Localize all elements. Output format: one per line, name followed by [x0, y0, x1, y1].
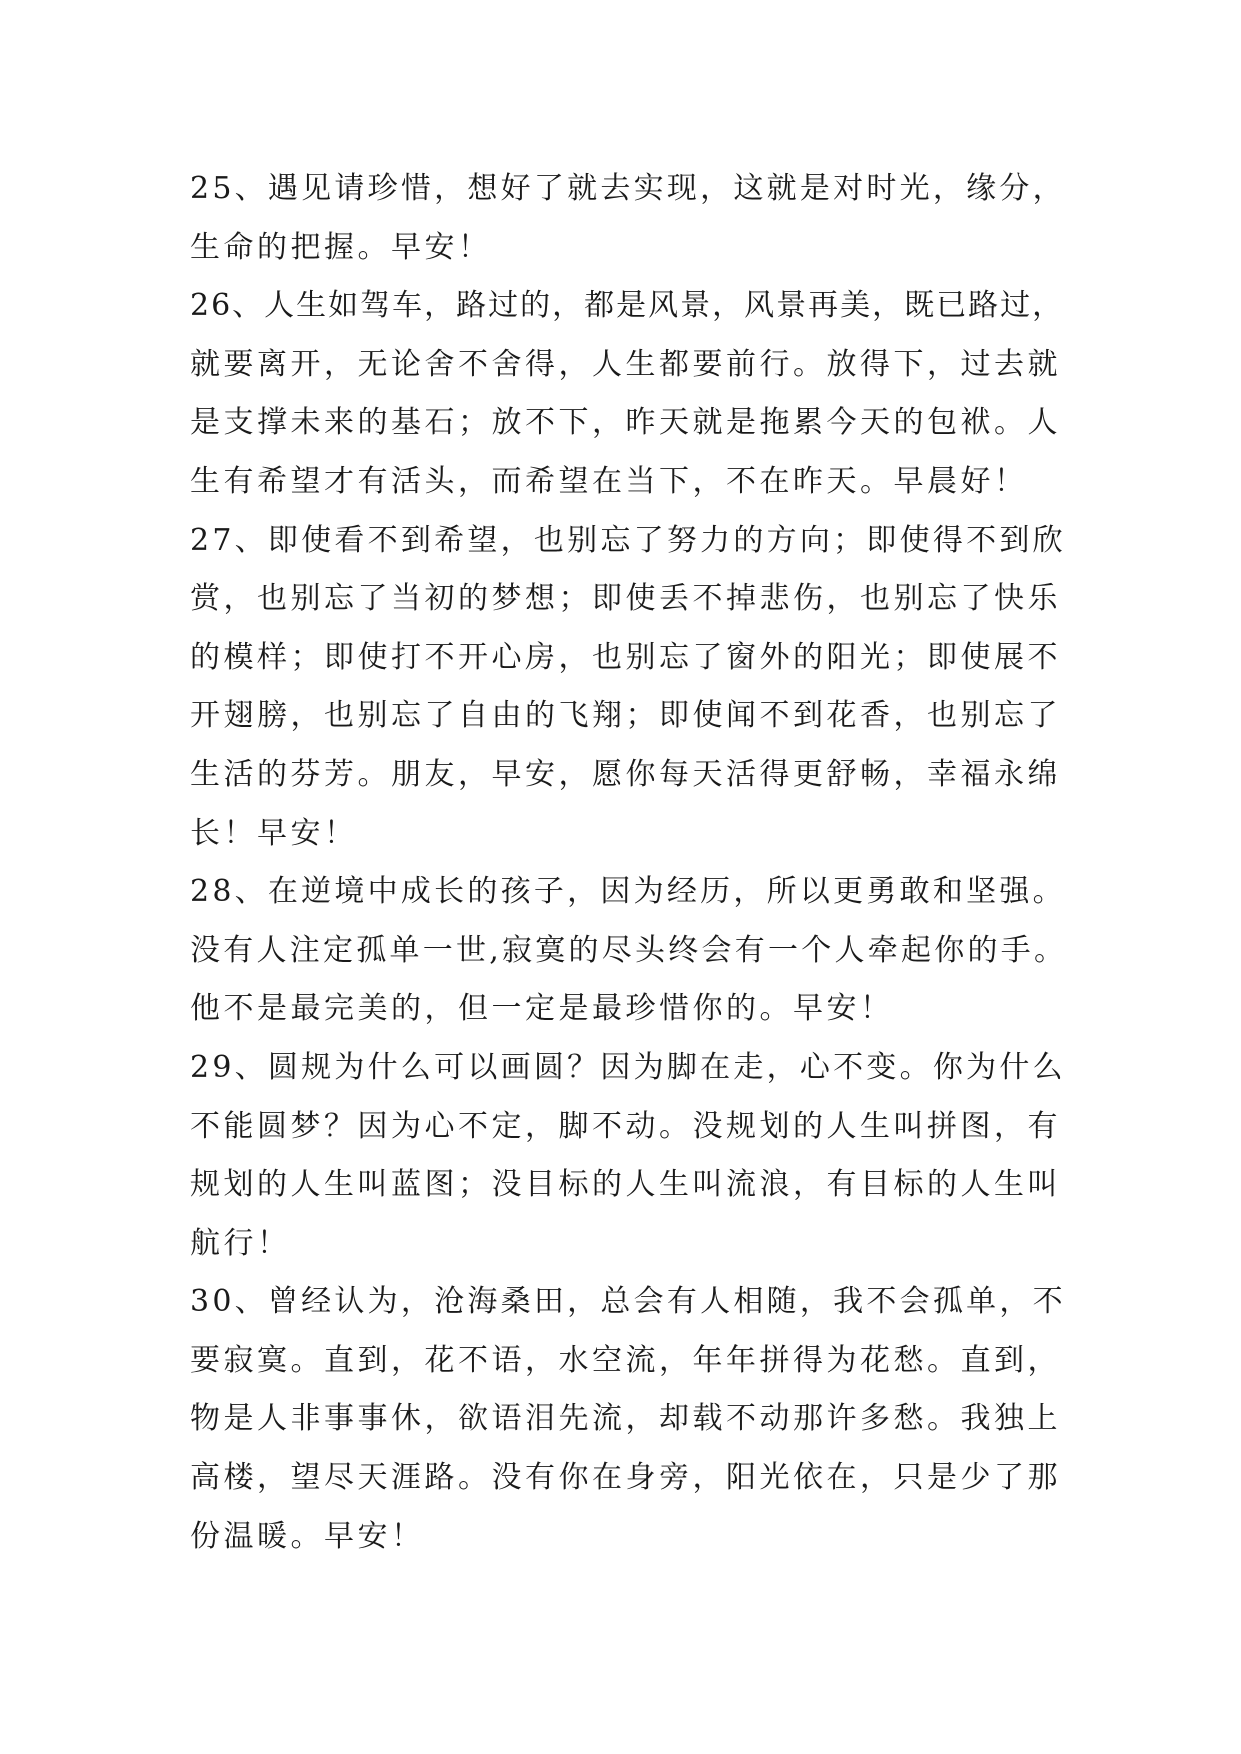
text-line: 没有人注定孤单一世,寂寞的尽头终会有一个人牵起你的手。 [190, 932, 1068, 968]
text-line: 长！早安！ [190, 815, 358, 851]
text-line: 29、圆规为什么可以画圆？因为脚在走，心不变。你为什么 [190, 1049, 1066, 1085]
text-line: 25、遇见请珍惜，想好了就去实现，这就是对时光，缘分， [190, 171, 1066, 206]
text-line: 27、即使看不到希望，也别忘了努力的方向；即使得不到欣 [190, 522, 1066, 558]
text-line: 赏，也别忘了当初的梦想；即使丢不掉悲伤，也别忘了快乐 [190, 581, 1061, 617]
text-line: 物是人非事事休，欲语泪先流，却载不动那许多愁。我独上 [190, 1401, 1061, 1437]
text-line: 不能圆梦？因为心不定，脚不动。没规划的人生叫拼图，有 [190, 1108, 1061, 1144]
text-line: 航行！ [190, 1225, 291, 1261]
text-line: 规划的人生叫蓝图；没目标的人生叫流浪，有目标的人生叫 [190, 1167, 1061, 1203]
text-line: 是支撑未来的基石；放不下，昨天就是拖累今天的包袱。人 [190, 405, 1061, 441]
document-body [190, 160, 1070, 1566]
text-line: 他不是最完美的，但一定是最珍惜你的。早安！ [190, 991, 894, 1027]
text-line: 26、人生如驾车，路过的，都是风景，风景再美，既已路过， [190, 288, 1065, 324]
text-line: 份温暖。早安！ [190, 1518, 425, 1554]
text-line: 30、曾经认为，沧海桑田，总会有人相随，我不会孤单，不 [190, 1284, 1066, 1320]
text-line: 28、在逆境中成长的孩子，因为经历，所以更勇敢和坚强。 [190, 874, 1066, 910]
text-line: 开翅膀，也别忘了自由的飞翔；即使闻不到花香，也别忘了 [190, 698, 1061, 734]
text-line: 生命的把握。早安！ [190, 229, 492, 265]
text-line: 要寂寞。直到，花不语，水空流，年年拼得为花愁。直到， [190, 1342, 1061, 1378]
text-line: 就要离开，无论舍不舍得，人生都要前行。放得下，过去就 [190, 346, 1061, 382]
text-line: 的模样；即使打不开心房，也别忘了窗外的阳光；即使展不 [190, 639, 1061, 675]
text-line: 高楼，望尽天涯路。没有你在身旁，阳光依在，只是少了那 [190, 1460, 1061, 1496]
text-line: 生活的芬芳。朋友，早安，愿你每天活得更舒畅，幸福永绵 [190, 756, 1061, 792]
text-line: 生有希望才有活头，而希望在当下，不在昨天。早晨好！ [190, 463, 1028, 499]
